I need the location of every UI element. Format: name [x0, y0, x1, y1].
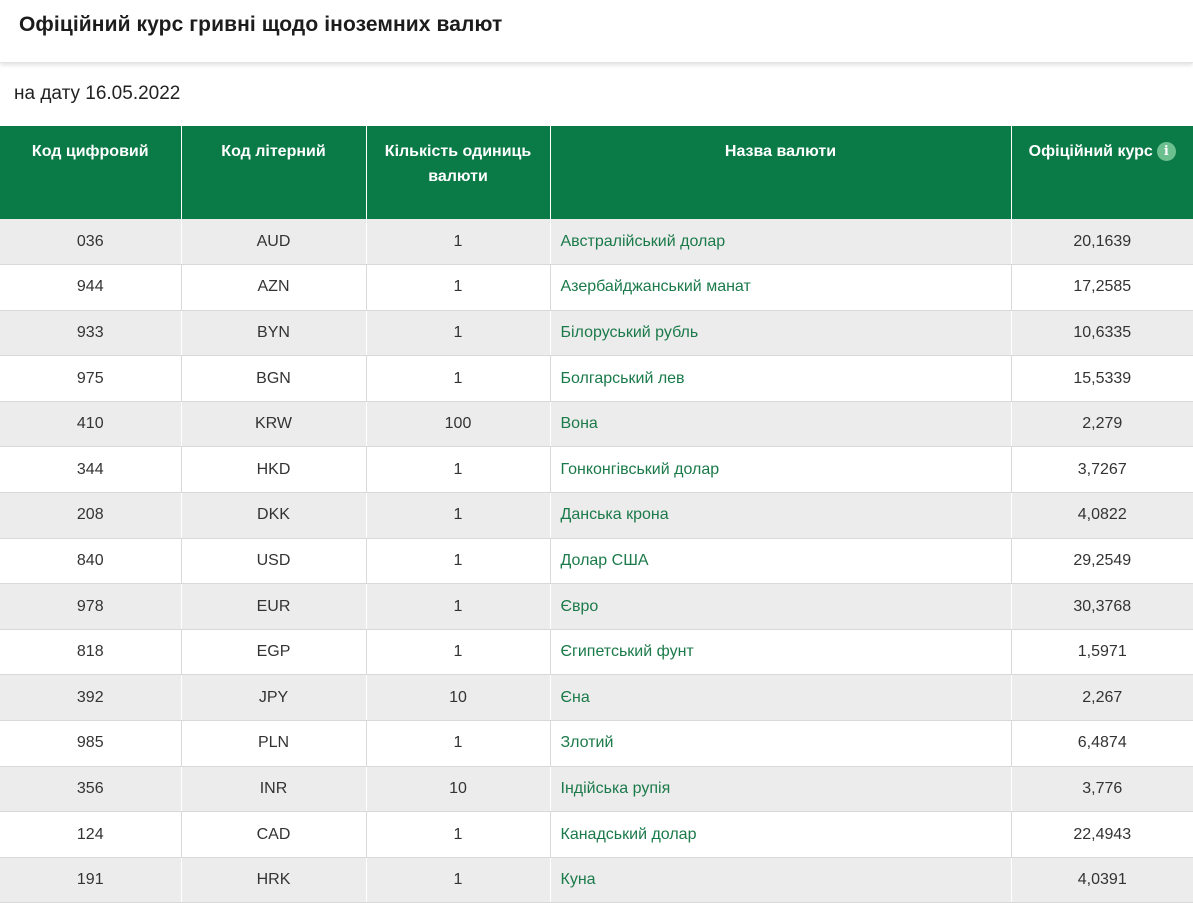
cell-units: 1: [366, 219, 550, 265]
cell-digital-code: 978: [0, 584, 181, 630]
cell-letter-code: KRW: [181, 401, 366, 447]
cell-digital-code: 985: [0, 721, 181, 767]
cell-official-rate: 17,2585: [1011, 265, 1193, 311]
cell-digital-code: 191: [0, 857, 181, 903]
cell-digital-code: 344: [0, 447, 181, 493]
column-header-currency-name[interactable]: Назва валюти: [550, 126, 1011, 219]
cell-digital-code: 818: [0, 629, 181, 675]
cell-official-rate: 20,1639: [1011, 219, 1193, 265]
currency-link[interactable]: Долар США: [560, 551, 649, 569]
cell-currency-name: [550, 721, 1011, 767]
cell-letter-code: PLN: [181, 721, 366, 767]
table-body: [0, 219, 1193, 903]
currency-link[interactable]: Азербайджанський манат: [560, 278, 751, 296]
cell-official-rate: 10,6335: [1011, 310, 1193, 356]
table-row: [0, 310, 1193, 356]
cell-digital-code: 036: [0, 219, 181, 265]
cell-official-rate: 22,4943: [1011, 812, 1193, 858]
currency-link[interactable]: Євро: [560, 597, 599, 615]
column-header-digital-code[interactable]: Код цифровий: [0, 126, 181, 219]
cell-letter-code: HKD: [181, 447, 366, 493]
cell-official-rate: 2,267: [1011, 675, 1193, 721]
table-row: [0, 493, 1193, 539]
currency-link[interactable]: Білоруський рубль: [560, 323, 699, 341]
cell-official-rate: 29,2549: [1011, 538, 1193, 584]
cell-currency-name: [550, 857, 1011, 903]
cell-currency-name: [550, 584, 1011, 630]
cell-digital-code: 933: [0, 310, 181, 356]
cell-currency-name: [550, 493, 1011, 539]
page-header: [0, 0, 1193, 63]
cell-letter-code: INR: [181, 766, 366, 812]
cell-currency-name: [550, 401, 1011, 447]
currency-link[interactable]: Канадський долар: [560, 825, 697, 843]
cell-digital-code: 944: [0, 265, 181, 311]
cell-currency-name: [550, 265, 1011, 311]
cell-official-rate: 4,0822: [1011, 493, 1193, 539]
table-row: [0, 766, 1193, 812]
table-header: [0, 126, 1193, 219]
cell-official-rate: 4,0391: [1011, 857, 1193, 903]
table-row: [0, 584, 1193, 630]
table-row: [0, 675, 1193, 721]
cell-units: 1: [366, 857, 550, 903]
table-row: [0, 219, 1193, 265]
cell-units: 100: [366, 401, 550, 447]
cell-units: 1: [366, 584, 550, 630]
table-row: [0, 857, 1193, 903]
cell-currency-name: [550, 675, 1011, 721]
currency-link[interactable]: Гонконгівський долар: [560, 460, 720, 478]
column-header-units[interactable]: Кількість одиниць валюти: [366, 126, 550, 219]
table-row: [0, 812, 1193, 858]
cell-letter-code: JPY: [181, 675, 366, 721]
cell-letter-code: AUD: [181, 219, 366, 265]
column-header-letter-code[interactable]: Код літерний: [181, 126, 366, 219]
currency-link[interactable]: Злотий: [560, 734, 614, 752]
cell-currency-name: [550, 447, 1011, 493]
info-icon[interactable]: i: [1157, 142, 1176, 161]
cell-official-rate: 15,5339: [1011, 356, 1193, 402]
cell-digital-code: 410: [0, 401, 181, 447]
date-label: на дату 16.05.2022: [14, 83, 181, 104]
currency-link[interactable]: Болгарський лев: [560, 369, 685, 387]
table-row: [0, 447, 1193, 493]
cell-official-rate: 30,3768: [1011, 584, 1193, 630]
cell-units: 1: [366, 265, 550, 311]
cell-units: 1: [366, 538, 550, 584]
cell-units: 1: [366, 629, 550, 675]
currency-link[interactable]: Індійська рупія: [560, 779, 671, 797]
currency-link[interactable]: Вона: [560, 415, 598, 433]
currency-link[interactable]: Єна: [560, 688, 590, 706]
cell-letter-code: EGP: [181, 629, 366, 675]
cell-digital-code: 356: [0, 766, 181, 812]
page-title: Офіційний курс гривні щодо іноземних валют: [19, 13, 503, 36]
cell-currency-name: [550, 629, 1011, 675]
cell-letter-code: BGN: [181, 356, 366, 402]
cell-units: 10: [366, 675, 550, 721]
exchange-rates-table: [0, 126, 1193, 903]
cell-currency-name: [550, 812, 1011, 858]
table-row: [0, 538, 1193, 584]
cell-digital-code: 975: [0, 356, 181, 402]
currency-link[interactable]: Куна: [560, 871, 596, 889]
cell-official-rate: 3,776: [1011, 766, 1193, 812]
cell-official-rate: 3,7267: [1011, 447, 1193, 493]
cell-letter-code: EUR: [181, 584, 366, 630]
cell-letter-code: HRK: [181, 857, 366, 903]
table-row: [0, 721, 1193, 767]
cell-digital-code: 840: [0, 538, 181, 584]
cell-letter-code: CAD: [181, 812, 366, 858]
cell-letter-code: USD: [181, 538, 366, 584]
cell-currency-name: [550, 538, 1011, 584]
table-row: [0, 356, 1193, 402]
cell-official-rate: 6,4874: [1011, 721, 1193, 767]
column-header-official-rate[interactable]: Офіційний курс i: [1011, 126, 1193, 219]
cell-digital-code: 208: [0, 493, 181, 539]
cell-letter-code: DKK: [181, 493, 366, 539]
cell-units: 1: [366, 721, 550, 767]
cell-letter-code: BYN: [181, 310, 366, 356]
currency-link[interactable]: Австралійський долар: [560, 232, 726, 250]
cell-units: 1: [366, 447, 550, 493]
cell-digital-code: 392: [0, 675, 181, 721]
cell-units: 1: [366, 812, 550, 858]
cell-currency-name: [550, 219, 1011, 265]
currency-link[interactable]: Данська крона: [560, 506, 669, 524]
cell-letter-code: AZN: [181, 265, 366, 311]
currency-link[interactable]: Єгипетський фунт: [560, 643, 694, 661]
cell-units: 1: [366, 356, 550, 402]
cell-official-rate: 1,5971: [1011, 629, 1193, 675]
cell-currency-name: [550, 766, 1011, 812]
cell-currency-name: [550, 310, 1011, 356]
cell-official-rate: 2,279: [1011, 401, 1193, 447]
table-row: [0, 629, 1193, 675]
cell-currency-name: [550, 356, 1011, 402]
table-row: [0, 401, 1193, 447]
cell-units: 1: [366, 310, 550, 356]
cell-digital-code: 124: [0, 812, 181, 858]
cell-units: 1: [366, 493, 550, 539]
table-row: [0, 265, 1193, 311]
cell-units: 10: [366, 766, 550, 812]
